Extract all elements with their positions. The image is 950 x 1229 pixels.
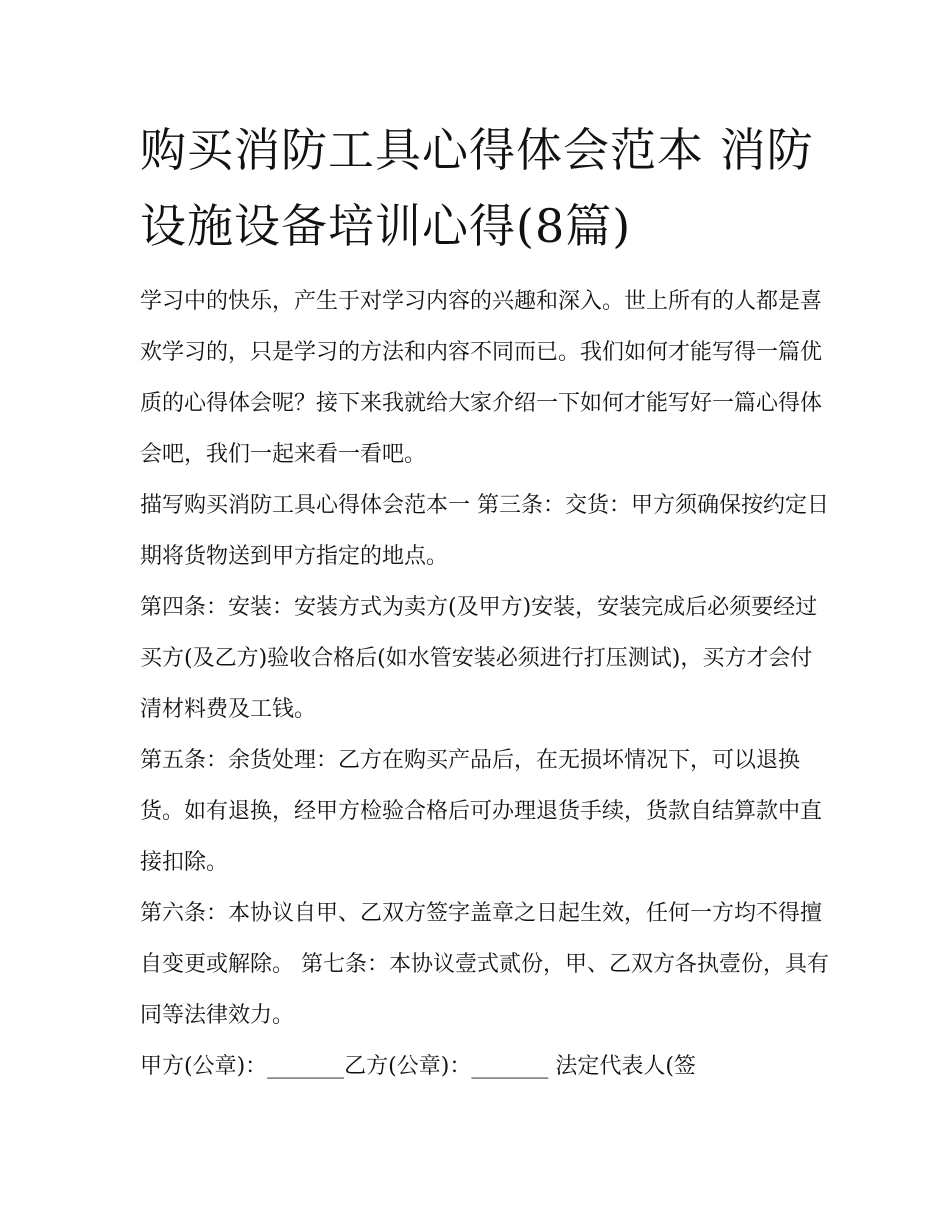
intro-paragraph: 学习中的快乐，产生于对学习内容的兴趣和深入。世上所有的人都是喜欢学习的，只是学习的方法和内容不同而已。我们如何才能写得一篇优质的心得体会呢？接下来我就给大家介绍一下如何才能写好一篇心得体会吧，我们一起来看一看吧。: [140, 289, 823, 467]
clause-five-paragraph: 第五条：余货处理：乙方在购买产品后，在无损坏情况下，可以退换货。如有退换，经甲方检验合格后可办理退货手续，货款自结算款中直接扣除。: [140, 748, 823, 875]
clause-four-paragraph: 第四条：安装：安装方式为卖方(及甲方)安装，安装完成后必须要经过买方(及乙方)验收合格后(如水管安装必须进行打压测试)，买方才会付清材料费及工钱。: [140, 595, 818, 722]
document-title: 购买消防工具心得体会范本 消防设施设备培训心得(8篇): [140, 123, 814, 253]
clause-three-paragraph: 描写购买消防工具心得体会范本一 第三条：交货：甲方须确保按约定日期将货物送到甲方指定的地点。: [140, 493, 829, 569]
clause-six-seven-paragraph: 第六条：本协议自甲、乙双方签字盖章之日起生效，任何一方均不得擅自变更或解除。 第七条：本协议壹式贰份，甲、乙双方各执壹份，具有同等法律效力。: [140, 901, 829, 1028]
signature-line: 甲方(公章)：_______乙方(公章)：_______ 法定代表人(签: [140, 1054, 696, 1079]
document-body: [140, 276, 830, 1092]
